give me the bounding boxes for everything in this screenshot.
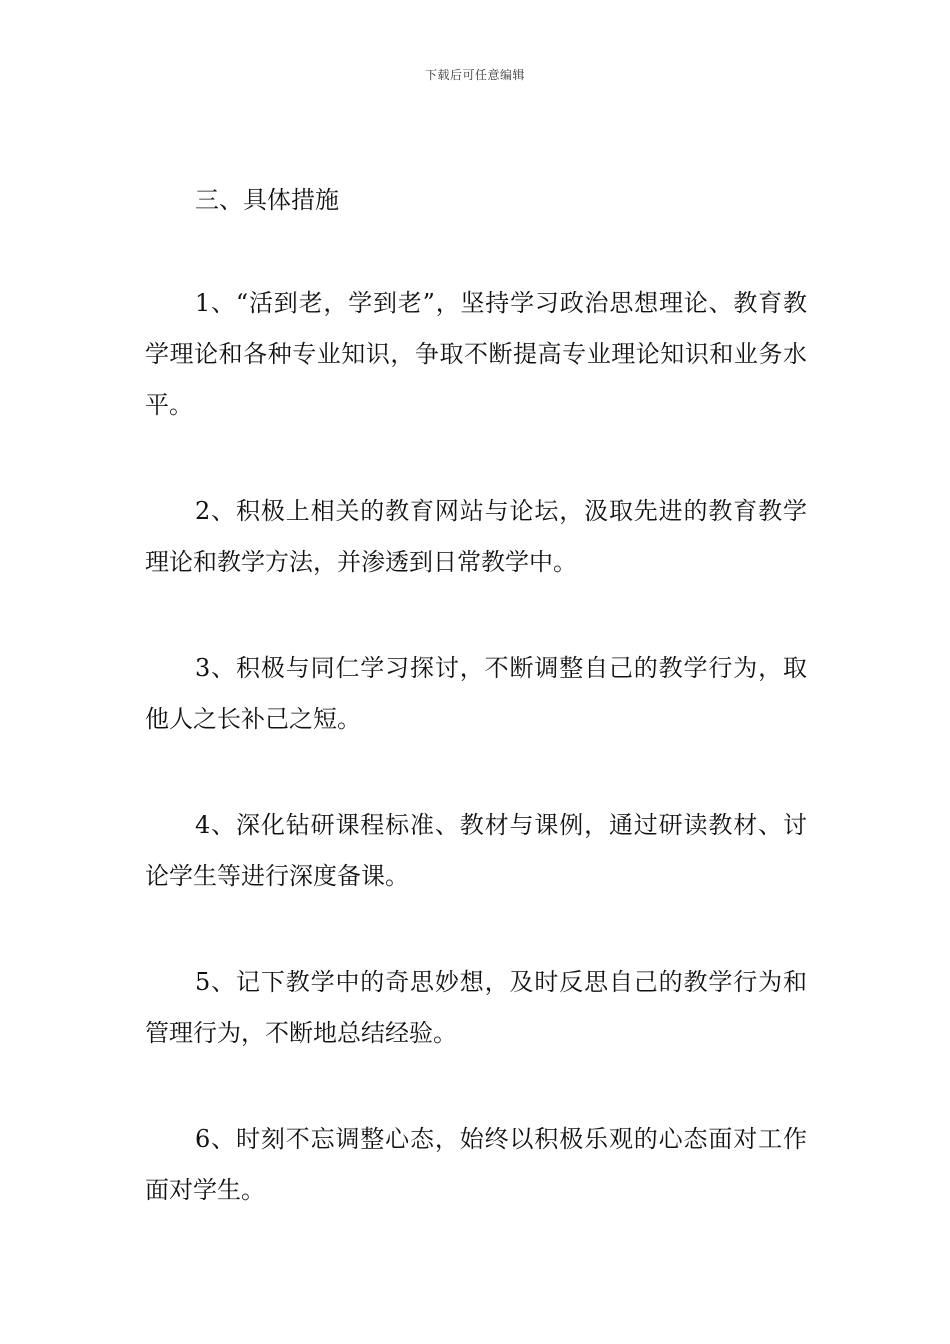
paragraph-6: 6、时刻不忘调整心态，始终以积极乐观的心态面对工作面对学生。 — [145, 1125, 807, 1204]
document-body — [145, 178, 807, 1271]
paragraph-1: 1、“活到老，学到老”，坚持学习政治思想理论、教育教学理论和各种专业知识，争取不断提高专业理论知识和业务水平。 — [145, 289, 807, 419]
paragraph-3: 3、积极与同仁学习探讨，不断调整自己的教学行为，取他人之长补己之短。 — [145, 654, 807, 733]
paragraph-5: 5、记下教学中的奇思妙想，及时反思自己的教学行为和管理行为，不断地总结经验。 — [145, 968, 807, 1047]
section-heading: 三、具体措施 — [195, 186, 339, 214]
paragraph-4: 4、深化钻研课程标准、教材与课例，通过研读教材、讨论学生等进行深度备课。 — [145, 811, 807, 890]
paragraph-2: 2、积极上相关的教育网站与论坛，汲取先进的教育教学理论和教学方法，并渗透到日常教学中。 — [145, 497, 807, 576]
header-note: 下载后可任意编辑 — [424, 68, 525, 82]
